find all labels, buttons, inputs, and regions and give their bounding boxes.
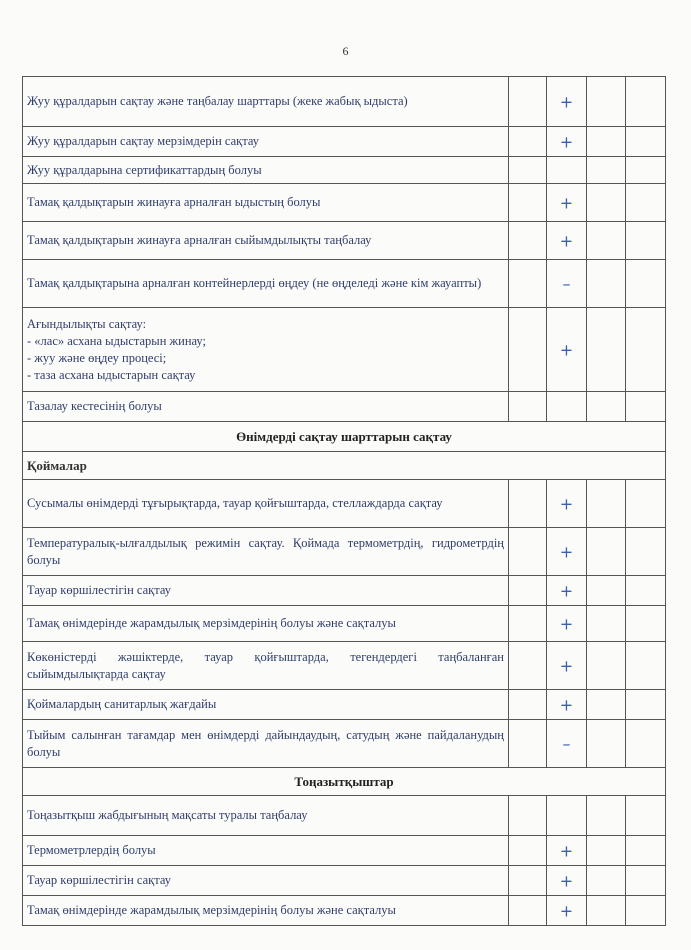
table-row: [23, 222, 666, 260]
table-row: [23, 184, 666, 222]
check-mark: +: [559, 494, 574, 513]
criterion-text: Жуу құралдарын сақтау және таңбалау шарттары (жеке жабық ыдыста): [23, 77, 509, 126]
dash-mark: –: [562, 734, 571, 753]
check-mark: +: [559, 340, 574, 359]
criterion-text: Тазалау кестесінің болуы: [23, 392, 509, 421]
criterion-text: Тыйым салынған тағамдар мен өнімдерді дайындаудың, сатудың және пайдаланудың болуы: [23, 720, 509, 767]
criterion-text: Тамақ өнімдерінде жарамдылық мерзімдерінің болуы және сақталуы: [23, 896, 509, 925]
check-mark: +: [559, 695, 574, 714]
table-row: [23, 642, 666, 690]
criterion-text: Тауар көршілестігін сақтау: [23, 866, 509, 895]
section-heading-refrigerators: Тоңазытқыштар: [23, 768, 666, 796]
check-mark: +: [559, 901, 574, 920]
table-row: [23, 690, 666, 720]
check-mark: +: [559, 581, 574, 600]
check-mark: +: [559, 614, 574, 633]
table-row: [23, 528, 666, 576]
checklist-table: [22, 76, 666, 926]
check-mark: +: [559, 193, 574, 212]
table-row: [23, 260, 666, 308]
table-row: [23, 606, 666, 642]
criterion-text: Тамақ өнімдерінде жарамдылық мерзімдерінің болуы және сақталуы: [23, 606, 509, 641]
table-row: [23, 576, 666, 606]
criterion-text: Жуу құралдарын сақтау мерзімдерін сақтау: [23, 127, 509, 156]
table-row: [23, 836, 666, 866]
check-mark: +: [559, 841, 574, 860]
dash-mark: –: [562, 274, 571, 293]
table-row: [23, 796, 666, 836]
criterion-text: Температуралық-ылғалдылық режимін сақтау. Қоймада термометрдің, гидрометрдің болуы: [23, 528, 509, 575]
check-mark: +: [559, 871, 574, 890]
table-row: [23, 308, 666, 392]
criterion-text: Тамақ қалдықтарын жинауға арналған ыдыстың болуы: [23, 184, 509, 221]
criterion-text: Тоңазытқыш жабдығының мақсаты туралы таңбалау: [23, 796, 509, 835]
table-row: [23, 77, 666, 127]
criterion-text: Көкөністерді жәшіктерде, тауар қойғыштарда, тегендердегі таңбаланған сыйымдылықтарда сақтау: [23, 642, 509, 689]
criterion-text: Сусымалы өнімдерді тұғырықтарда, тауар қойғыштарда, стеллаждарда сақтау: [23, 480, 509, 527]
check-mark: +: [559, 542, 574, 561]
check-mark: +: [559, 92, 574, 111]
section-heading-storage: Өнімдерді сақтау шарттарын сақтау: [23, 422, 666, 452]
page-number: 6: [342, 44, 349, 58]
subsection-heading-warehouses: Қоймалар: [23, 452, 666, 480]
criterion-text: Жуу құралдарына сертификаттардың болуы: [23, 157, 509, 183]
table-row: [23, 480, 666, 528]
table-row: [23, 866, 666, 896]
check-mark: +: [559, 231, 574, 250]
table-row: [23, 896, 666, 926]
criterion-text: Тауар көршілестігін сақтау: [23, 576, 509, 605]
table-row: [23, 392, 666, 422]
table-row: [23, 157, 666, 184]
check-mark: +: [559, 132, 574, 151]
criterion-text: Тамақ қалдықтарын жинауға арналған сыйымдылықты таңбалау: [23, 222, 509, 259]
criterion-text: Термометрлердің болуы: [23, 836, 509, 865]
criterion-text: Қоймалардың санитарлық жағдайы: [23, 690, 509, 719]
criterion-text: Ағындылықты сақтау: - «лас» асхана ыдыстарын жинау; - жуу және өңдеу процесі; - таза асхана ыдыстарын сақтау: [23, 308, 509, 391]
table-row: [23, 720, 666, 768]
check-mark: +: [559, 656, 574, 675]
criterion-text: Тамақ қалдықтарына арналған контейнерлерді өңдеу (не өңделеді және кім жауапты): [23, 260, 509, 307]
table-row: [23, 127, 666, 157]
